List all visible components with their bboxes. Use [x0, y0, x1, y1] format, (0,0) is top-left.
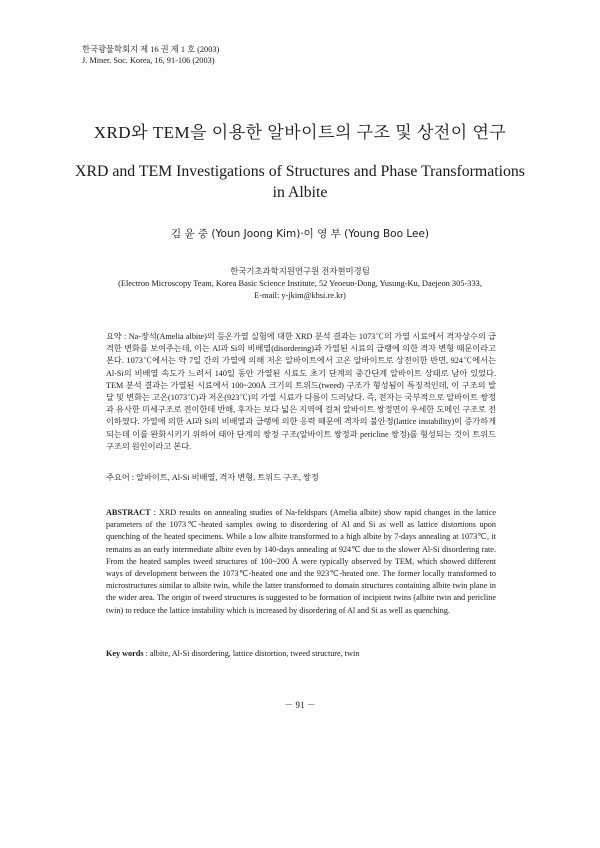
affiliation	[60, 266, 540, 301]
keywords-english-text: : albite, Al-Si disordering, lattice distortion, tweed structure, twin	[143, 649, 360, 658]
abstract-english-label: ABSTRACT	[106, 508, 151, 517]
keywords-english	[106, 648, 496, 660]
abstract-korean	[106, 331, 496, 453]
abstract-english-text: : XRD results on annealing studies of Na-feldspars (Amelia albite) show rapid changes in the lattice parameters of the 1073℃-heated samples owing to disordering of Al and Si as well as lattice distortions upon quenching of the heated specimens. While a low albite transformed to a high albite by 7-days annealing at 1073℃, it remains as an early intermediate albite even by 140-days annealing at 924℃ due to the slower Al-Si disordering rate. From the heated samples tweed structures of 100~200 Å were typically observed by TEM, which showed different ways of development between the 1073℃-heated one and the 923℃-heated one. The former locally transformed to microstructures similar to albite twin, while the latter transformed to domain structures containing albite twin plane in the wider area. The origin of tweed structures is suggested to be formation of incipient twins (albite twin and pericline twin) to reduce the lattice instability which is increased by disordering of Al and Si as well as quenching.	[106, 508, 496, 615]
authors: 김 윤 중 (Youn Joong Kim)·이 영 부 (Young Boo Lee)	[170, 228, 430, 240]
journal-header	[82, 44, 219, 66]
title-english-line1: XRD and TEM Investigations of Structures and Phase Transformations	[75, 163, 525, 180]
keywords-korean-text: 알바이트, Al-Si 비배열, 격자 변형, 트위드 구조, 쌍정	[136, 473, 319, 482]
journal-header-ko: 한국광물학회지 제 16 권 제 1 호 (2003)	[82, 45, 220, 54]
abstract-korean-label: 요약 :	[106, 332, 129, 341]
journal-header-en: J. Miner. Soc. Korea, 16, 91-106 (2003)	[82, 56, 215, 65]
page-number: － 91 －	[284, 700, 316, 710]
keywords-korean-label: 주요어 :	[106, 473, 137, 482]
title-korean: XRD와 TEM을 이용한 알바이트의 구조 및 상전이 연구	[93, 123, 507, 142]
title-english-line2: in Albite	[272, 184, 328, 201]
keywords-english-label: Key words	[106, 649, 144, 658]
affiliation-en: (Electron Microscopy Team, Korea Basic Science Institute, 52 Yeoeun-Dong, Yusung-Ku, Daejeon 305-333,	[118, 278, 482, 288]
abstract-english	[106, 507, 496, 617]
keywords-korean	[106, 472, 496, 484]
affiliation-ko: 한국기초과학지원연구원 전자현미경팀	[230, 267, 370, 276]
affiliation-email: E-mail: y-jkim@kbsi.re.kr)	[254, 290, 346, 300]
title-english	[60, 161, 540, 203]
abstract-korean-text: Na-장석(Amelia albite)의 등온가열 실험에 대한 XRD 분석 결과는 1073℃의 가열 시료에서 격자상수의 급격한 변화를 보여주는데, 이는 Al과 Si의 비배열(disordering)과 가열된 시료의 급랭에 의한 격자 변형 때문이라고 본다. 1073℃에서는 약 7일 간의 가열에 의해 저온 알바이트에서 고온 알바이트로 상전이한 반면, 924℃에서는 Al-Si의 비배열 속도가 느려서 140일 동안 가열된 시료도 초기 단계의 중간단계 알바이트 상태로 남아 있었다. TEM 분석 결과는 가열된 시료에서 100~200Å 크기의 트위드(tweed) 구조가 형성됨이 특징적인데, 이 구조의 발달 및 변화는 고온(1073℃)과 저온(923℃)의 가열 시료가 다름이 드러났다. 즉, 전자는 국부적으로 알바이트 쌍정과 유사한 미세구조로 전이한데 반해, 후자는 보다 넓은 지역에 걸쳐 알바이트 쌍정면이 우세한 도메인 구조로 전이하였다. 가열에 의한 Al과 Si의 비배열과 급랭에 의한 응력 때문에 격자의 불안정(lattice instability)이 증가하게 되는데 이를 완화시키기 위하여 태아 단계의 쌍정 구조(알바이트 쌍정과 pericline 쌍정)를 형성되는 것이 트위드 구조의 원인이라고 본다.	[106, 332, 496, 451]
